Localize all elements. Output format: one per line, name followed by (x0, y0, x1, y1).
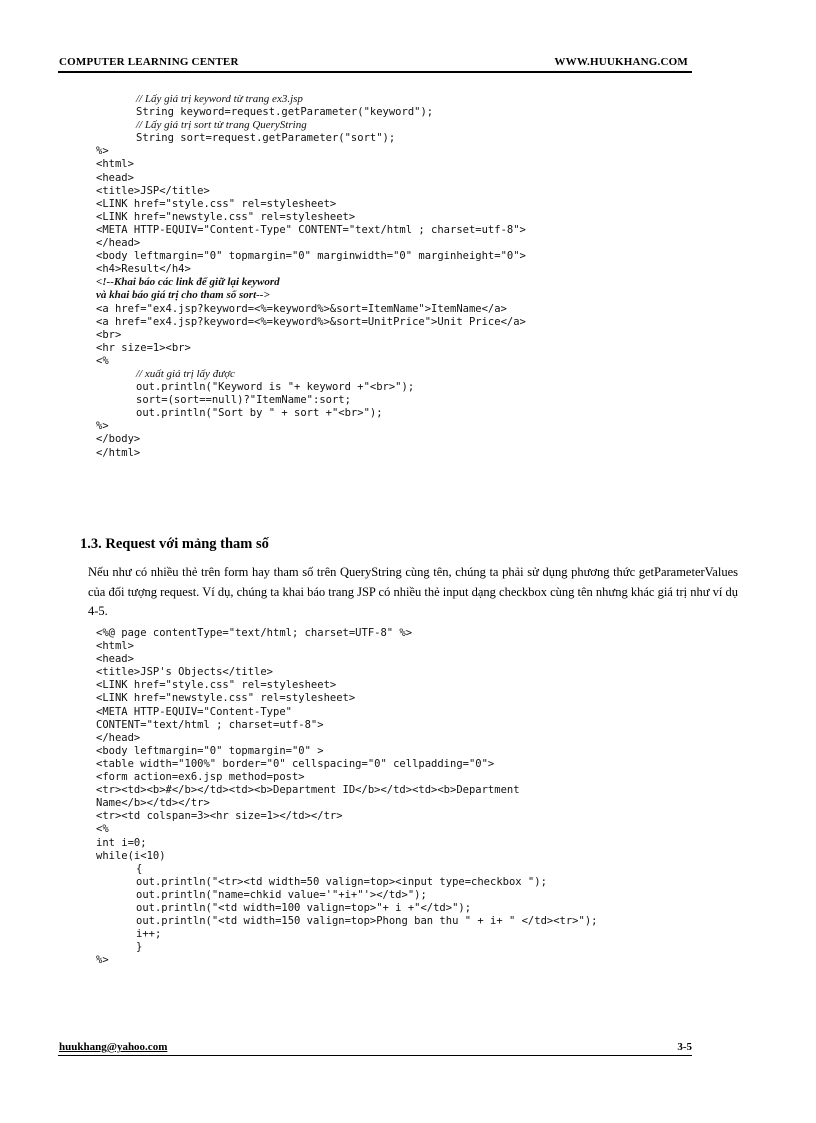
code-line-text: <table width="100%" border="0" cellspacing="0" cellpadding="0"> (96, 757, 495, 770)
code-line-text: <LINK href="newstyle.css" rel=stylesheet> (96, 210, 356, 223)
code-line (96, 329, 526, 342)
code-line-text: <form action=ex6.jsp method=post> (96, 771, 305, 784)
footer-email: huukhang@yahoo.com (59, 1041, 168, 1053)
code-line (96, 784, 597, 797)
code-line (96, 211, 526, 224)
code-line-text: </head> (96, 731, 141, 744)
code-line (96, 132, 526, 145)
code-line (96, 941, 597, 954)
code-line (96, 407, 526, 420)
code-line (96, 145, 526, 158)
code-line (96, 158, 526, 171)
code-line (96, 394, 526, 407)
code-line (96, 679, 597, 692)
code-line (96, 954, 597, 967)
code-line-text: while(i<10) (96, 849, 166, 862)
code-line-text: out.println("<td width=100 valign=top>"+ i +"</td>"); (136, 901, 472, 914)
code-line (96, 368, 526, 381)
code-line-text: <META HTTP-EQUIV="Content-Type" CONTENT="text/html ; charset=utf-8"> (96, 223, 526, 236)
body-paragraph: Nếu như có nhiều thẻ trên form hay tham số trên QueryString cùng tên, chúng ta phải sử dụng phương thức getParameterValues của đối tượng request. Ví dụ, chúng ta khai báo trang JSP có nhiều thẻ input dạng checkbox cùng tên nhưng khác giá trị như ví dụ 4-5. (88, 565, 738, 618)
code-line-text: // xuất giá trị lấy được (136, 367, 235, 380)
code-line-text: CONTENT="text/html ; charset=utf-8"> (96, 718, 324, 731)
page-footer (58, 1041, 692, 1056)
code-line-text: i++; (136, 928, 162, 941)
page-header (58, 54, 692, 73)
code-line (96, 758, 597, 771)
code-line-text: out.println("<tr><td width=50 valign=top><input type=checkbox "); (136, 875, 547, 888)
page-number: 3-5 (677, 1041, 692, 1053)
code-line (96, 433, 526, 446)
code-line (96, 119, 526, 132)
code-line-text: out.println("name=chkid value='"+i+"'></td>"); (136, 888, 427, 901)
code-line-text: out.println("Sort by " + sort +"<br>"); (136, 407, 383, 420)
code-line (96, 797, 597, 810)
code-line-text: <head> (96, 653, 134, 666)
header-right-text: WWW.HUUKHANG.COM (554, 56, 688, 68)
code-line-text: </body> (96, 433, 141, 446)
code-line-text: // Lấy giá trị sort từ trang QueryString (136, 119, 307, 132)
code-line (96, 876, 597, 889)
code-line-text: Name</b></td></tr> (96, 797, 210, 810)
code-line-text: int i=0; (96, 836, 147, 849)
code-line (96, 185, 526, 198)
code-line (96, 250, 526, 263)
code-line (96, 666, 597, 679)
code-line (96, 381, 526, 394)
code-line (96, 303, 526, 316)
code-line-text: <title>JSP's Objects</title> (96, 666, 274, 679)
code-line (96, 706, 597, 719)
code-line (96, 719, 597, 732)
code-line (96, 889, 597, 902)
code-line (96, 928, 597, 941)
code-line-text: <br> (96, 328, 122, 341)
code-block-2 (96, 627, 597, 967)
code-line (96, 276, 526, 289)
code-line (96, 850, 597, 863)
code-line (96, 745, 597, 758)
code-line (96, 224, 526, 237)
code-line-text: <title>JSP</title> (96, 184, 210, 197)
code-line-text: </head> (96, 237, 141, 250)
code-line-text: %> (96, 420, 109, 433)
code-line (96, 627, 597, 640)
code-line (96, 172, 526, 185)
code-line-text: %> (96, 145, 109, 158)
code-line (96, 355, 526, 368)
code-line-text: <% (96, 354, 109, 367)
code-line-text: <head> (96, 171, 134, 184)
code-line (96, 653, 597, 666)
code-line-text: <META HTTP-EQUIV="Content-Type" (96, 705, 292, 718)
code-line (96, 263, 526, 276)
code-line-text: và khai báo giá trị cho tham số sort--> (96, 289, 270, 302)
code-line (96, 316, 526, 329)
code-line (96, 237, 526, 250)
code-line-text: String keyword=request.getParameter("keyword"); (136, 106, 434, 119)
code-line-text: <tr><td colspan=3><hr size=1></td></tr> (96, 810, 343, 823)
code-line (96, 810, 597, 823)
code-line-text: <LINK href="newstyle.css" rel=stylesheet> (96, 692, 356, 705)
code-line (96, 447, 526, 460)
code-line-text: <!--Khai báo các link để giữ lại keyword (96, 276, 280, 289)
code-line (96, 823, 597, 836)
code-line-text: String sort=request.getParameter("sort"); (136, 132, 396, 145)
code-line (96, 289, 526, 302)
code-line-text: <body leftmargin="0" topmargin="0" marginwidth="0" marginheight="0"> (96, 250, 526, 263)
code-line (96, 771, 597, 784)
code-line (96, 837, 597, 850)
code-line-text: // Lấy giá trị keyword từ trang ex3.jsp (136, 93, 303, 105)
code-line (96, 640, 597, 653)
code-line (96, 863, 597, 876)
code-line-text: %> (96, 954, 109, 967)
code-line (96, 198, 526, 211)
code-line-text: <%@ page contentType="text/html; charset=UTF-8" %> (96, 627, 413, 639)
code-line-text: <a href="ex4.jsp?keyword=<%=keyword%>&sort=ItemName">ItemName</a> (96, 302, 507, 315)
code-line (96, 106, 526, 119)
code-line-text: <h4>Result</h4> (96, 263, 191, 276)
code-line-text: out.println("Keyword is "+ keyword +"<br>"); (136, 381, 415, 394)
code-line (96, 692, 597, 705)
code-line-text: <a href="ex4.jsp?keyword=<%=keyword%>&sort=UnitPrice">Unit Price</a> (96, 315, 526, 328)
section-title: 1.3. Request với mảng tham số (80, 536, 269, 552)
code-line-text: </html> (96, 446, 141, 459)
code-line (96, 93, 526, 106)
code-line-text: { (136, 862, 143, 875)
code-line-text: } (136, 941, 143, 954)
code-line-text: <html> (96, 158, 134, 171)
code-line-text: <LINK href="style.css" rel=stylesheet> (96, 679, 337, 692)
code-line-text: <LINK href="style.css" rel=stylesheet> (96, 197, 337, 210)
code-line-text: <hr size=1><br> (96, 341, 191, 354)
code-line-text: <html> (96, 640, 134, 653)
code-line (96, 915, 597, 928)
code-line-text: sort=(sort==null)?"ItemName":sort; (136, 394, 351, 407)
code-line (96, 420, 526, 433)
code-line-text: out.println("<td width=150 valign=top>Phong ban thu " + i+ " </td><tr>"); (136, 915, 598, 928)
code-line (96, 732, 597, 745)
code-line (96, 342, 526, 355)
code-block-1 (96, 93, 526, 460)
code-line-text: <tr><td><b>#</b></td><td><b>Department ID</b></td><td><b>Department (96, 784, 520, 797)
code-line (96, 902, 597, 915)
code-line-text: <body leftmargin="0" topmargin="0" > (96, 744, 324, 757)
header-left-text: COMPUTER LEARNING CENTER (59, 56, 239, 68)
code-line-text: <% (96, 823, 109, 836)
